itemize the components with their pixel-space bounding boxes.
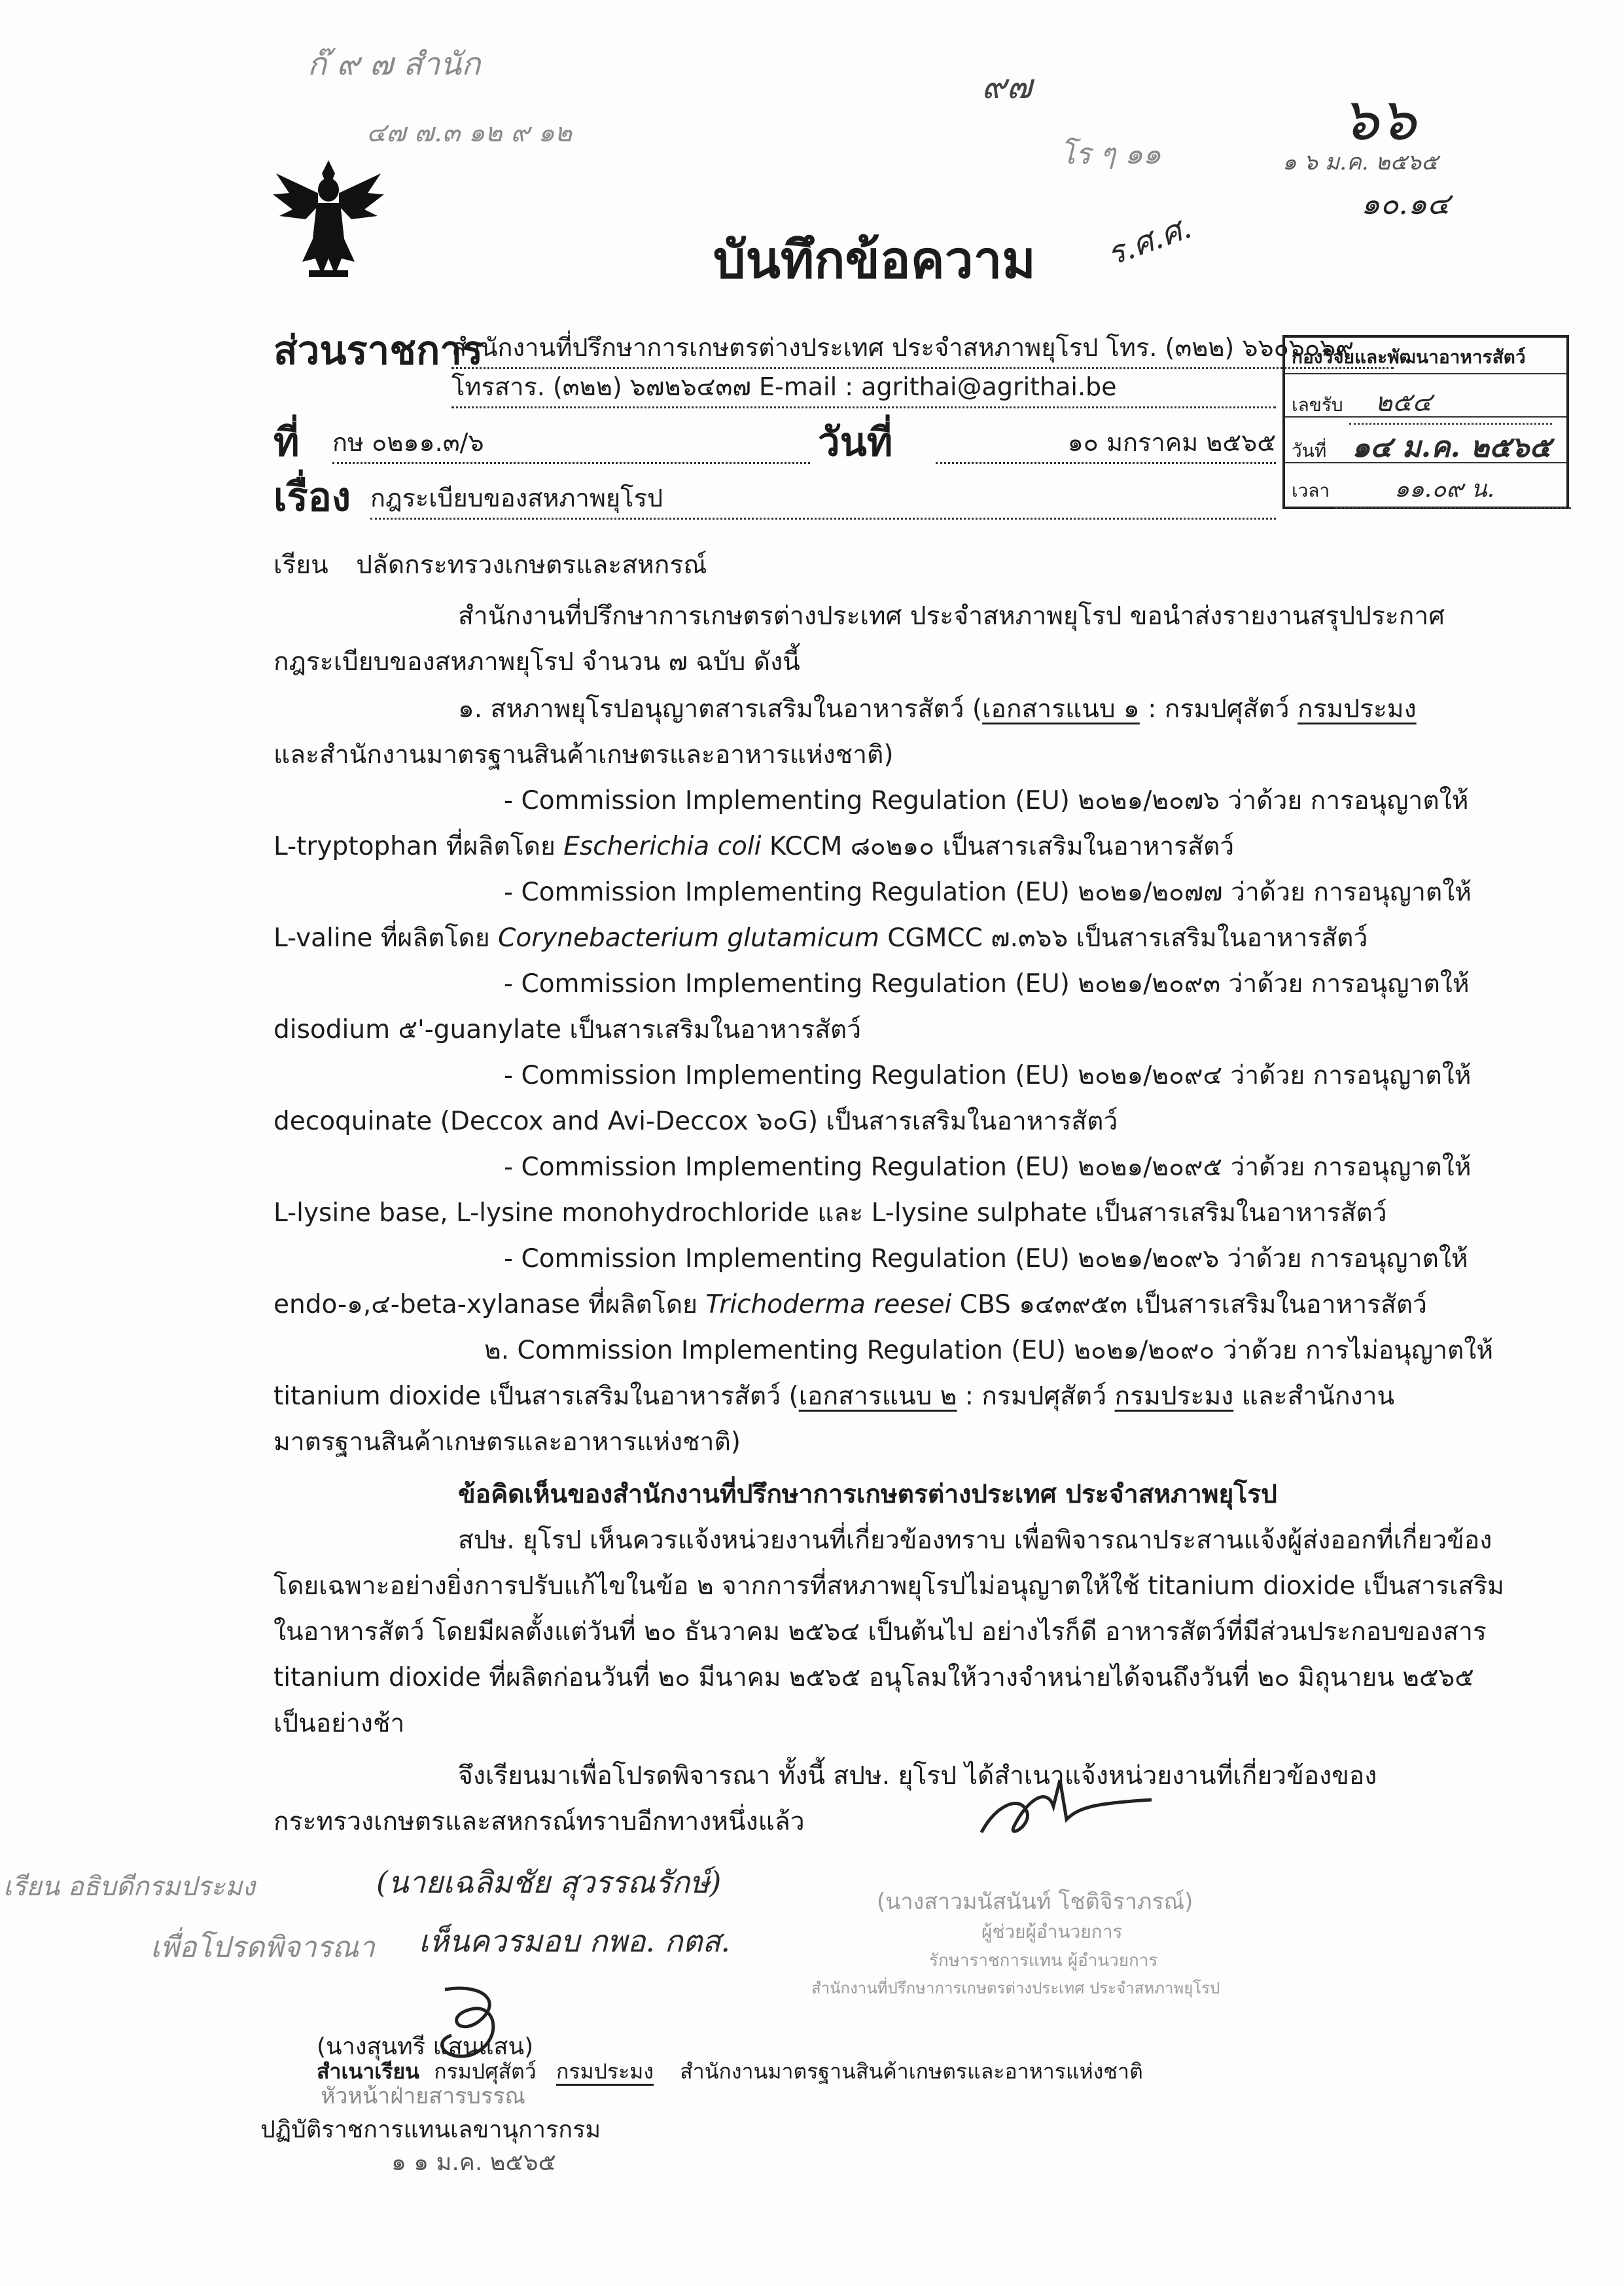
stamp-date-value: ๑๔ ม.ค. ๒๕๖๕	[1352, 431, 1551, 464]
title-signature: ร.ศ.ศ.	[1102, 209, 1197, 273]
reg-2-text: L-valine ที่ผลิตโดย	[274, 923, 499, 953]
stamp-recv-no	[1292, 381, 1552, 425]
stamp-time-value: ๑๑.๐๙ น.	[1335, 470, 1571, 509]
reg-6-species: Trichoderma reesei	[705, 1290, 952, 1319]
item-1-line	[458, 688, 1417, 729]
item-1-department: กรมประมง	[1297, 694, 1417, 724]
cc-2: กรมประมง	[556, 2059, 654, 2084]
item-2-text-b: : กรมปศุสัตว์	[957, 1382, 1115, 1411]
reg-2-line-2	[274, 918, 1368, 958]
clerk-position: หัวหน้าฝ่ายสารบรรณ	[321, 2083, 525, 2109]
opinion-line-2: โดยเฉพาะอย่างยิ่งการปรับแก้ไขในข้อ ๒ จากการที่สหภาพยุโรปไม่อนุญาตให้ใช้ titanium dioxide เป็นสารเสริม	[274, 1571, 1504, 1601]
reg-6-line-2	[274, 1284, 1427, 1325]
reg-1-text: L-tryptophan ที่ผลิตโดย	[274, 832, 564, 861]
opinion-heading: ข้อคิดเห็นของสำนักงานที่ปรึกษาการเกษตรต่างประเทศ ประจำสหภาพยุโรป	[458, 1480, 1277, 1509]
receipt-stamp	[1282, 335, 1569, 509]
reg-1-species: Escherichia coli	[563, 832, 762, 861]
reg-5-line-2: L-lysine base, L-lysine monohydrochloride และ L-lysine sulphate เป็นสารเสริมในอาหารสัตว์	[274, 1198, 1387, 1228]
clerk-acting: ปฏิบัติราชการแทนเลขานุการกรม	[260, 2116, 601, 2143]
clerk-date: ๑ ๑ ม.ค. ๒๕๖๕	[391, 2149, 556, 2176]
reg-4-line-2: decoquinate (Deccox and Avi-Deccox ๖๐G) เป็นสารเสริมในอาหารสัตว์	[274, 1107, 1118, 1136]
item-2-department: กรมประมง	[1114, 1382, 1234, 1411]
stamp-date-label: วันที่	[1292, 440, 1327, 461]
stamp-time	[1292, 470, 1571, 509]
item-2-text: titanium dioxide เป็นสารเสริมในอาหารสัตว์ (	[274, 1382, 799, 1411]
hand-note-1b: (นายเฉลิมชัย สุวรรณรักษ์)	[376, 1865, 722, 1900]
reg-1-line-1: - Commission Implementing Regulation (EU) ๒๐๒๑/๒๐๗๖ ว่าด้วย การอนุญาตให้	[504, 786, 1469, 815]
hand-note-2b: เห็นควรมอบ กพอ. กตส.	[419, 1923, 731, 1959]
reg-4-line-1: - Commission Implementing Regulation (EU) ๒๐๒๑/๒๐๙๔ ว่าด้วย การอนุญาตให้	[504, 1061, 1472, 1090]
agency-line-1: สำนักงานที่ปรึกษาการเกษตรต่างประเทศ ประจำสหภาพยุโรป โทร. (๓๒๒) ๖๖๐๖๐๖๙	[451, 327, 1394, 369]
signer-position-3: สำนักงานที่ปรึกษาการเกษตรต่างประเทศ ประจำสหภาพยุโรป	[811, 1979, 1220, 1997]
opinion-line-3: ในอาหารสัตว์ โดยมีผลตั้งแต่วันที่ ๒๐ ธันวาคม ๒๕๖๔ เป็นต้นไป อย่างไรก็ดี อาหารสัตว์ที่มีส่วนประกอบของสาร	[274, 1617, 1487, 1647]
intro-line-2: กฎระเบียบของสหภาพยุโรป จำนวน ๗ ฉบับ ดังนี้	[274, 647, 800, 677]
reg-2-line-1: - Commission Implementing Regulation (EU) ๒๐๒๑/๒๐๗๗ ว่าด้วย การอนุญาตให้	[504, 878, 1472, 907]
handwritten-number: ๖๖	[1341, 85, 1417, 154]
agency-line-2: โทรสาร. (๓๒๒) ๖๗๒๖๔๓๗ E-mail : agrithai@agrithai.be	[451, 366, 1276, 408]
item-2-line-1: ๒. Commission Implementing Regulation (EU) ๒๐๒๑/๒๐๙๐ ว่าด้วย การไม่อนุญาตให้	[484, 1336, 1494, 1365]
closing-line-2: กระทรวงเกษตรและสหกรณ์ทราบอีกทางหนึ่งแล้ว	[274, 1807, 805, 1836]
opinion-line-1: สปษ. ยุโรป เห็นควรแจ้งหน่วยงานที่เกี่ยวข้องทราบ เพื่อพิจารณาประสานแจ้งผู้ส่งออกที่เกี่ยวข้อง	[458, 1526, 1492, 1555]
signer-name: (นางสาวมนัสนันท์ โชติจิราภรณ์)	[877, 1889, 1193, 1915]
cc-3: สำนักงานมาตรฐานสินค้าเกษตรและอาหารแห่งชาติ	[680, 2059, 1143, 2084]
top-left-scribble: ก๊ ๙ ๗ สำนัก	[308, 46, 481, 82]
opinion-line-4: titanium dioxide ที่ผลิตก่อนวันที่ ๒๐ มีนาคม ๒๕๖๕ อนุโลมให้วางจำหน่ายได้จนถึงวันที่ ๒๐ มิถุนายน ๒๕๖๕	[274, 1663, 1474, 1692]
ref-label: ที่	[274, 420, 300, 465]
item-2-line-3: มาตรฐานสินค้าเกษตรและอาหารแห่งชาติ)	[274, 1427, 741, 1457]
signer-position-2: รักษาราชการแทน ผู้อำนวยการ	[929, 1951, 1158, 1971]
stamp-recv-no-label: เลขรับ	[1292, 394, 1343, 416]
date-value: ๑๐ มกราคม ๒๕๖๕	[936, 422, 1276, 464]
date-label: วันที่	[818, 420, 893, 465]
reg-6-text-b: CBS ๑๔๓๙๕๓ เป็นสารเสริมในอาหารสัตว์	[951, 1290, 1428, 1319]
reg-5-line-1: - Commission Implementing Regulation (EU) ๒๐๒๑/๒๐๙๕ ว่าด้วย การอนุญาตให้	[504, 1152, 1472, 1182]
item-1-attachment: เอกสารแนบ ๑	[982, 694, 1140, 724]
stamp-division: กองวิจัยและพัฒนาอาหารสัตว์	[1292, 346, 1526, 368]
intro-line-1: สำนักงานที่ปรึกษาการเกษตรต่างประเทศ ประจำสหภาพยุโรป ขอนำส่งรายงานสรุปประกาศ	[458, 601, 1445, 631]
reg-3-line-1: - Commission Implementing Regulation (EU) ๒๐๒๑/๒๐๙๓ ว่าด้วย การอนุญาตให้	[504, 969, 1470, 999]
hand-note-2a: เพื่อโปรดพิจารณา	[150, 1931, 375, 1964]
reg-6-line-1: - Commission Implementing Regulation (EU) ๒๐๒๑/๒๐๙๖ ว่าด้วย การอนุญาตให้	[504, 1244, 1468, 1274]
reg-2-text-b: CGMCC ๗.๓๖๖ เป็นสารเสริมในอาหารสัตว์	[879, 923, 1368, 953]
reg-1-line-2	[274, 826, 1234, 866]
top-mid-scribble: ๙๗	[981, 67, 1033, 107]
salutation-value: ปลัดกระทรวงเกษตรและสหกรณ์	[356, 550, 707, 580]
item-1-text: ๑. สหภาพยุโรปอนุญาตสารเสริมในอาหารสัตว์ (	[458, 694, 983, 724]
item-2-text-c: และสำนักงาน	[1233, 1382, 1395, 1411]
subject-label: เรื่อง	[274, 474, 351, 520]
memo-title: บันทึกข้อความ	[713, 231, 1036, 290]
garuda-emblem-icon	[270, 154, 387, 281]
stamp-time-label: เวลา	[1292, 480, 1330, 501]
item-1-line-2: และสำนักงานมาตรฐานสินค้าเกษตรและอาหารแห่งชาติ)	[274, 740, 894, 770]
top-left-scribble-2: ๔๗ ๗.๓ ๑๒ ๙ ๑๒	[366, 118, 573, 148]
handwritten-time: ๑๐.๑๔	[1361, 186, 1450, 221]
agency-label: ส่วนราชการ	[274, 328, 484, 374]
salutation-label: เรียน	[274, 550, 328, 580]
opinion-line-5: เป็นอย่างช้า	[274, 1709, 405, 1738]
reg-2-species: Corynebacterium glutamicum	[498, 923, 879, 953]
stamp-recv-no-value: ๒๕๔	[1349, 381, 1552, 425]
subject-value: กฎระเบียบของสหภาพยุโรป	[370, 478, 1276, 520]
handwritten-date: ๑ ๖ ม.ค. ๒๕๖๕	[1282, 149, 1438, 175]
clerk-name: (นางสุนทรี แสนแสน)	[317, 2033, 534, 2060]
signature-scribble-icon	[968, 1767, 1165, 1859]
hand-note-1a: เรียน อธิบดีกรมประมง	[3, 1872, 255, 1902]
item-2-line-2	[274, 1376, 1394, 1416]
salutation	[274, 545, 707, 585]
reg-3-line-2: disodium ๕'-guanylate เป็นสารเสริมในอาหารสัตว์	[274, 1015, 862, 1045]
signer-position-1: ผู้ช่วยผู้อำนวยการ	[981, 1921, 1123, 1942]
closing-line-1: จึงเรียนมาเพื่อโปรดพิจารณา ทั้งนี้ สปษ. ยุโรป ได้สำเนาแจ้งหน่วยงานที่เกี่ยวข้องของ	[458, 1761, 1377, 1791]
ref-value: กษ ๐๒๑๑.๓/๖	[332, 422, 810, 464]
cc-line	[317, 2055, 1143, 2088]
reg-1-text-b: KCCM ๘๐๒๑๐ เป็นสารเสริมในอาหารสัตว์	[761, 832, 1235, 861]
item-2-attachment: เอกสารแนบ ๒	[798, 1382, 957, 1411]
cc-label: สำเนาเรียน	[317, 2059, 420, 2084]
cc-1: กรมปศุสัตว์	[434, 2059, 537, 2084]
item-1-text-b: : กรมปศุสัตว์	[1139, 694, 1297, 724]
reg-6-text: endo-๑,๔-beta-xylanase ที่ผลิตโดย	[274, 1290, 706, 1319]
top-mid-scribble-2: โร ๆ ๑๑	[1060, 137, 1161, 171]
